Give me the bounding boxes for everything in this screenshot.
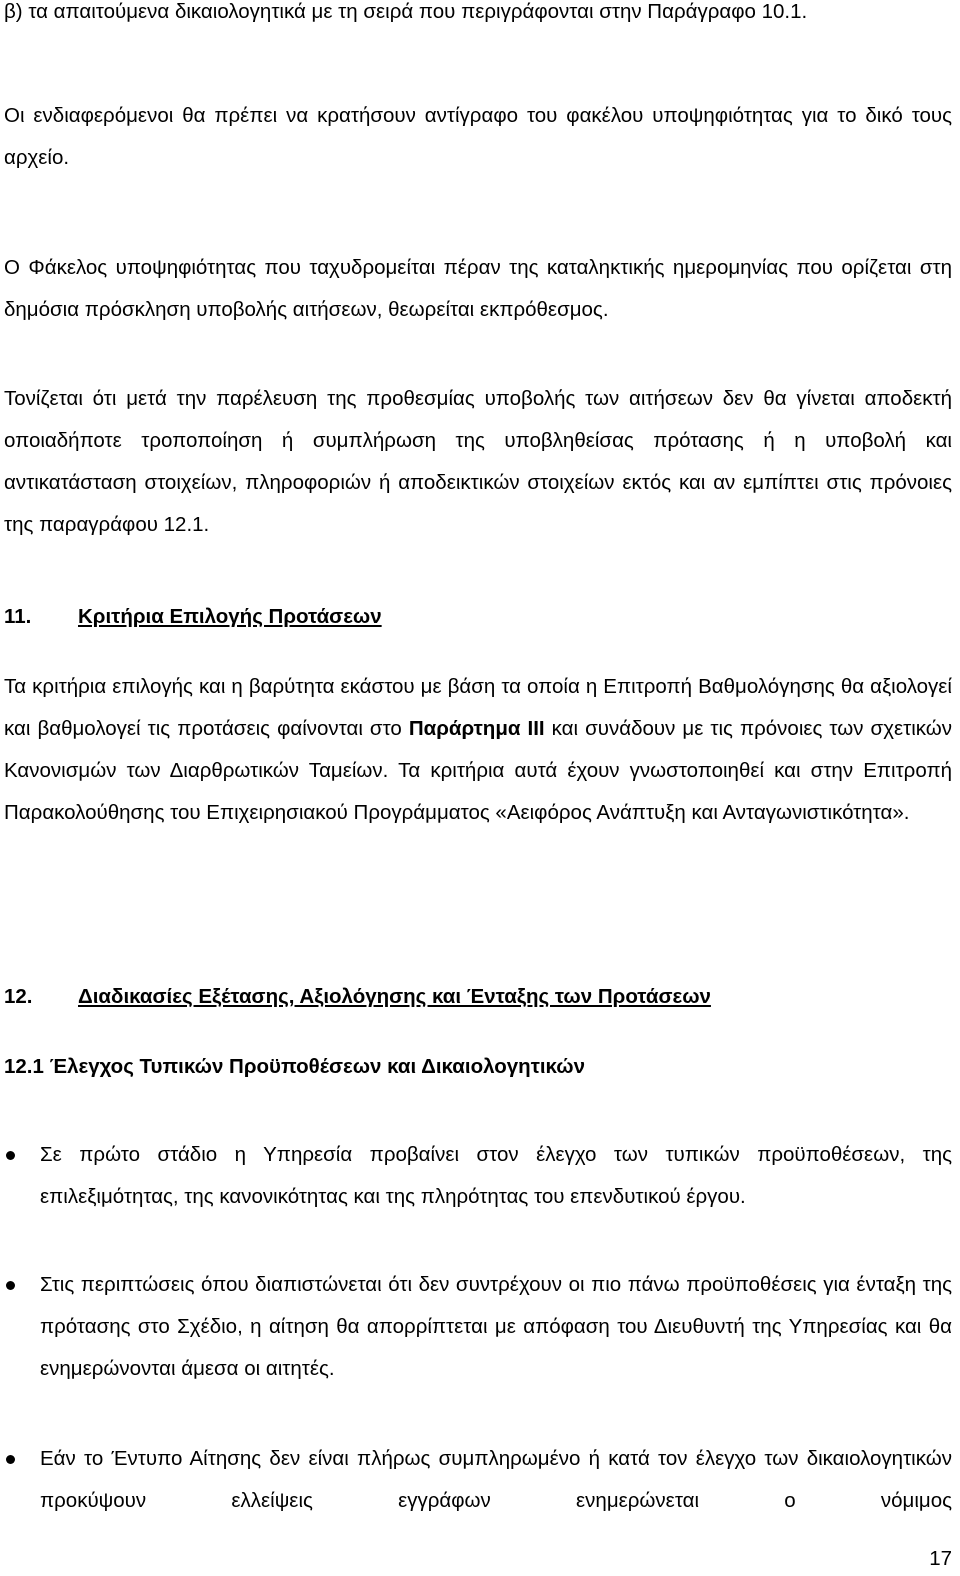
bullet-icon (6, 1281, 15, 1290)
section-12-1-heading: 12.1 Έλεγχος Τυπικών Προϋποθέσεων και Δικαιολογητικών (4, 1055, 586, 1078)
section-11-title: Κριτήρια Επιλογής Προτάσεων (78, 605, 382, 628)
bullet-icon (6, 1455, 15, 1464)
paragraph-required-documents: β) τα απαιτούμενα δικαιολογητικά με τη σειρά που περιγράφονται στην Παράγραφο 10.1. (4, 0, 808, 23)
list-item-text: Εάν το Έντυπο Αίτησης δεν είναι πλήρως συμπληρωμένο ή κατά τον έλεγχο των δικαιολογητικών προκύψουν ελλείψεις εγγράφων ενημερώνεται ο νόμιμος (40, 1447, 952, 1512)
paragraph-late-submission: Ο Φάκελος υποψηφιότητας που ταχυδρομείται πέραν της καταληκτικής ημερομηνίας που ορίζεται στη δημόσια πρόσκληση υποβολής αιτήσεων, θεωρείται εκπρόθεσμος. (4, 256, 952, 321)
list-item-text: Στις περιπτώσεις όπου διαπιστώνεται ότι δεν συντρέχουν οι πιο πάνω προϋποθέσεις για ένταξη της πρότασης στο Σχέδιο, η αίτηση θα απορρίπτεται με απόφαση του Διευθυντή της Υπηρεσίας και θα ενημερώνονται άμεσα οι αιτητές. (40, 1273, 952, 1380)
paragraph-keep-copy: Οι ενδιαφερόμενοι θα πρέπει να κρατήσουν αντίγραφο του φακέλου υποψηφιότητας για το δικό τους αρχείο. (4, 104, 952, 169)
paragraph-deadline-note: Τονίζεται ότι μετά την παρέλευση της προθεσμίας υποβολής των αιτήσεων δεν θα γίνεται αποδεκτή οποιαδήποτε τροποποίηση ή συμπλήρωση της υποβληθείσας πρότασης ή η υποβολή και αντικατάσταση στοιχείων, πληροφοριών ή αποδεικτικών στοιχείων εκτός και αν εμπίπτει στις πρόνοιες της παραγράφου 12.1. (4, 387, 952, 536)
criteria-text-part-1: Τα κριτήρια επιλογής και η βαρύτητα εκάστου με βάση τα οποία η Επιτροπή Βαθμολόγησης θα αξιολογεί και βαθμολογεί τις προτάσεις φαίνονται στο (4, 675, 952, 740)
list-item (4, 1438, 952, 1522)
bullet-icon (6, 1151, 15, 1160)
annex-reference: Παράρτημα ΙΙΙ (408, 717, 545, 740)
criteria-text-part-2: και συνάδουν με τις πρόνοιες των σχετικών Κανονισμών των Διαρθρωτικών Ταμείων. Τα κριτήρια αυτά έχουν γνωστοποιηθεί και στην Επιτροπή Παρακολούθησης του Επιχειρησιακού Προγράμματος «Αειφόρος Ανάπτυξη και Ανταγωνιστικότητα». (4, 717, 953, 824)
section-11-heading (4, 602, 382, 632)
list-item (4, 1264, 952, 1390)
list-item (4, 1134, 952, 1218)
section-11-number: 11. (4, 605, 32, 628)
section-12-number: 12. (4, 985, 33, 1008)
section-12-title: Διαδικασίες Εξέτασης, Αξιολόγησης και Ένταξης των Προτάσεων (78, 985, 711, 1008)
section-12-heading (4, 982, 711, 1012)
list-item-text: Σε πρώτο στάδιο η Υπηρεσία προβαίνει στον έλεγχο των τυπικών προϋποθέσεων, της επιλεξιμότητας, της κανονικότητας και της πληρότητας του επενδυτικού έργου. (40, 1143, 952, 1208)
paragraph-selection-criteria (4, 666, 952, 834)
page-number: 17 (929, 1547, 952, 1570)
